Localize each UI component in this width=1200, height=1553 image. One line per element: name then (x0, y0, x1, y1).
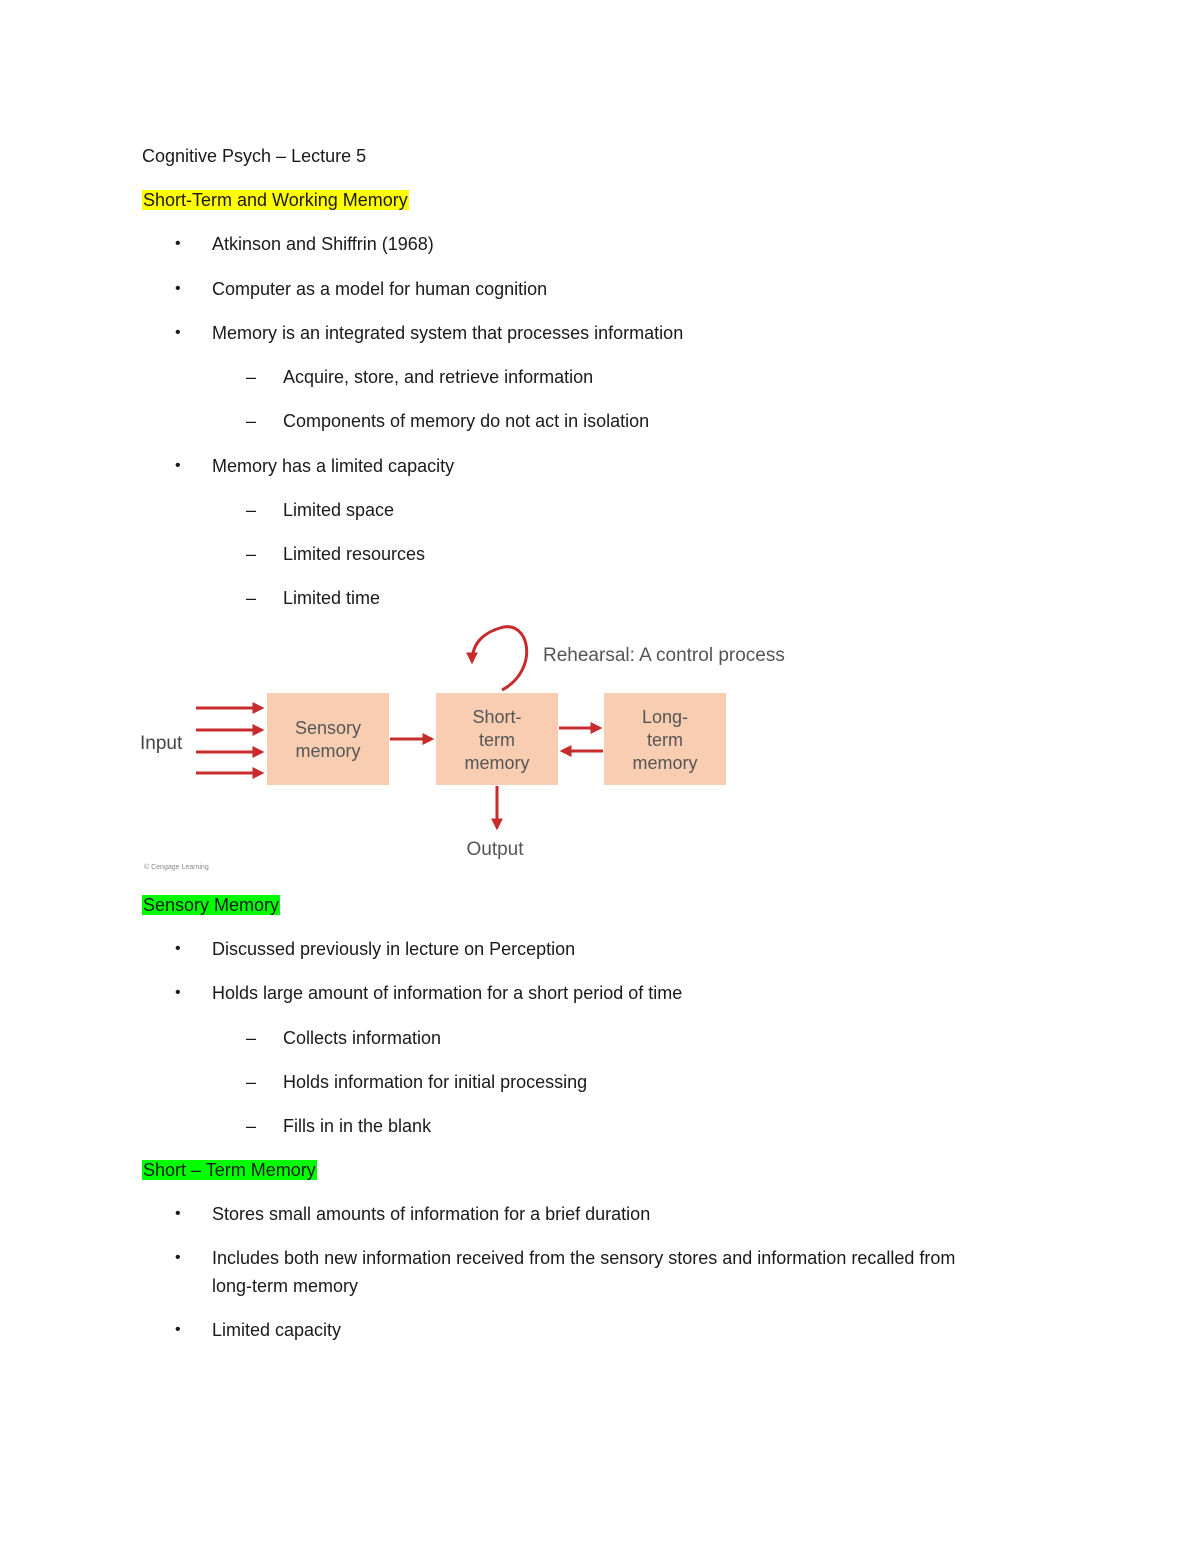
sub-list-item: Holds information for initial processing (283, 1072, 588, 1092)
section-heading-short-term-memory (142, 1159, 317, 1181)
list-item-continuation: long-term memory (212, 1276, 359, 1296)
dash-icon: – (246, 500, 257, 520)
sensory-label-line2: memory (295, 741, 361, 761)
list-item: Computer as a model for human cognition (212, 279, 548, 299)
section-heading-short-term-working-memory (142, 189, 409, 211)
dash-icon: – (246, 1072, 257, 1092)
bullet-icon: • (175, 1249, 181, 1266)
list-item: Limited capacity (212, 1320, 342, 1340)
bullet-icon: • (175, 1321, 181, 1338)
bullet-icon: • (175, 235, 181, 252)
sensory-memory-box (267, 693, 389, 785)
list-item: Atkinson and Shiffrin (1968) (212, 234, 434, 254)
rehearsal-label: Rehearsal: A control process (543, 645, 785, 666)
short-term-label-line3: memory (464, 753, 530, 773)
short-term-label-line1: Short- (472, 707, 522, 727)
sub-list-item: Limited space (283, 500, 395, 520)
sub-list-item: Collects information (283, 1028, 442, 1048)
list-item: Includes both new information received from the sensory stores and information recalled from (212, 1248, 956, 1268)
sub-list-item: Components of memory do not act in isolation (283, 411, 650, 431)
list-item: Memory is an integrated system that processes information (212, 323, 684, 343)
dash-icon: – (246, 588, 257, 608)
list-item: Stores small amounts of information for a brief duration (212, 1204, 651, 1224)
bullet-icon: • (175, 984, 181, 1001)
list-item: Discussed previously in lecture on Perception (212, 939, 576, 959)
bullet-icon: • (175, 940, 181, 957)
list-item: Memory has a limited capacity (212, 456, 455, 476)
long-term-label-line1: Long- (641, 707, 689, 727)
bullet-icon: • (175, 1205, 181, 1222)
bullet-icon: • (175, 324, 181, 341)
dash-icon: – (246, 367, 257, 387)
heading-highlight: Short-Term and Working Memory (143, 190, 408, 210)
dash-icon: – (246, 411, 257, 431)
input-label: Input (140, 733, 183, 754)
heading-highlight: Short – Term Memory (143, 1160, 316, 1180)
heading-highlight: Sensory Memory (143, 895, 280, 915)
sensory-label-line1: Sensory (294, 718, 362, 738)
long-term-label-line2: term (647, 730, 683, 750)
dash-icon: – (246, 1116, 257, 1136)
page-title: Cognitive Psych – Lecture 5 (142, 146, 367, 166)
list-item: Holds large amount of information for a short period of time (212, 983, 683, 1003)
sub-list-item: Limited resources (283, 544, 426, 564)
bullet-icon: • (175, 457, 181, 474)
bullet-icon: • (175, 280, 181, 297)
short-term-label-line2: term (479, 730, 515, 750)
sub-list-item: Fills in in the blank (283, 1116, 432, 1136)
long-term-label-line3: memory (632, 753, 698, 773)
sub-list-item: Limited time (283, 588, 381, 608)
section-heading-sensory-memory (142, 894, 280, 916)
sub-list-item: Acquire, store, and retrieve information (283, 367, 594, 387)
output-label: Output (466, 839, 524, 860)
memory-model-diagram (130, 618, 830, 880)
copyright-credit: © Cengage Learning (144, 864, 209, 871)
rehearsal-loop-arrow (472, 627, 527, 690)
dash-icon: – (246, 1028, 257, 1048)
dash-icon: – (246, 544, 257, 564)
